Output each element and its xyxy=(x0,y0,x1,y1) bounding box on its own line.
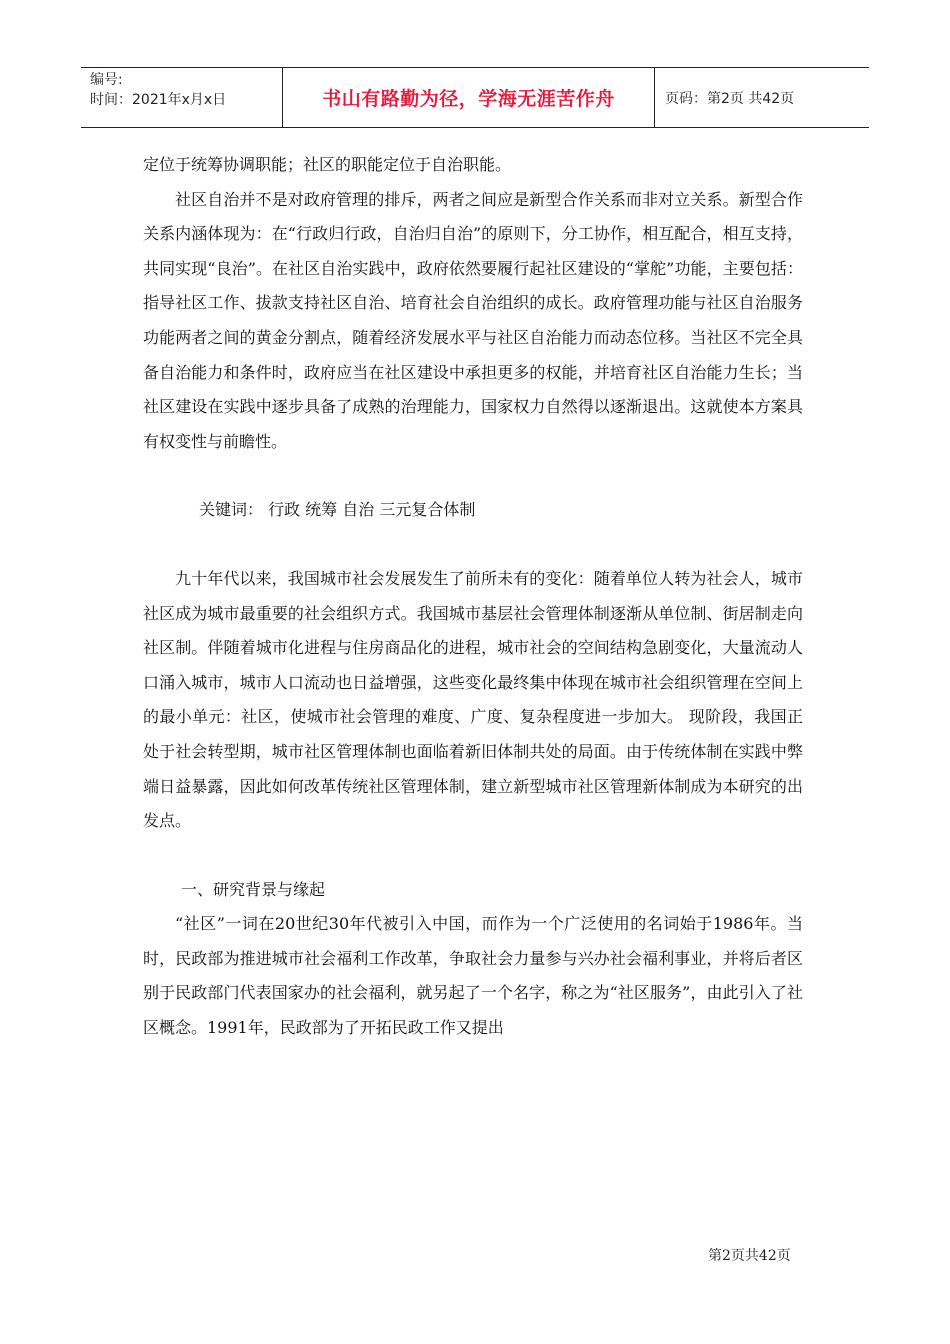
paragraph-1: 定位于统筹协调职能；社区的职能定位于自治职能。 xyxy=(143,155,512,174)
header-motto: 书山有路勤为径，学海无涯苦作舟 xyxy=(282,68,655,127)
document-number-label: 编号: xyxy=(90,72,123,88)
section-heading-1: 一、研究背景与缘起 xyxy=(181,879,326,899)
page-footer: 第2页共42页 xyxy=(708,1248,791,1264)
keywords-line: 关键词： 行政 统筹 自治 三元复合体制 xyxy=(199,500,476,520)
document-time-label: 时间：2021年x月x日 xyxy=(90,92,227,108)
header-left-cell xyxy=(81,68,282,127)
header-page-label: 页码：第2页 共42页 xyxy=(665,90,795,107)
paragraph-4: “社区”一词在20世纪30年代被引入中国，而作为一个广泛使用的名词始于1986年。当时，民政部为推进城市社会福利工作改革，争取社会力量参与兴办社会福利事业，并将后者区别于民政部门代表国家办的社会福利，就另起了一个名字，称之为“社区服务”，由此引入了社区概念。1991年，民政部为了开拓民政工作又提出 xyxy=(143,914,803,1038)
page-header xyxy=(81,67,869,128)
paragraph-3: 九十年代以来，我国城市社会发展发生了前所未有的变化：随着单位人转为社会人，城市社区成为城市最重要的社会组织方式。我国城市基层社会管理体制逐渐从单位制、街居制走向社区制。伴随着城市化进程与住房商品化的进程，城市社会的空间结构急剧变化，大量流动人口涌入城市，城市人口流动也日益增强，这些变化最终集中体现在城市社会组织管理在空间上的最小单元：社区，使城市社会管理的难度、广度、复杂程度进一步加大。 现阶段，我国正处于社会转型期，城市社区管理体制也面临着新旧体制共处的局面。由于传统体制在实践中弊端日益暴露，因此如何改革传统社区管理体制，建立新型城市社区管理新体制成为本研究的出发点。 xyxy=(143,568,803,831)
document-body xyxy=(143,148,803,1046)
paragraph-2: 社区自治并不是对政府管理的排斥，两者之间应是新型合作关系而非对立关系。新型合作关系内涵体现为：在“行政归行政，自治归自治”的原则下，分工协作，相互配合，相互支持，共同实现“良治”。在社区自治实践中，政府依然要履行起社区建设的“掌舵”功能，主要包括：指导社区工作、拔款支持社区自治、培育社会自治组织的成长。政府管理功能与社区自治服务功能两者之间的黄金分割点，随着经济发展水平与社区自治能力而动态位移。当社区不完全具备自治能力和条件时，政府应当在社区建设中承担更多的权能，并培育社区自治能力生长；当社区建设在实践中逐步具备了成熟的治理能力，国家权力自然得以逐渐退出。这就使本方案具有权变性与前瞻性。 xyxy=(143,189,803,451)
